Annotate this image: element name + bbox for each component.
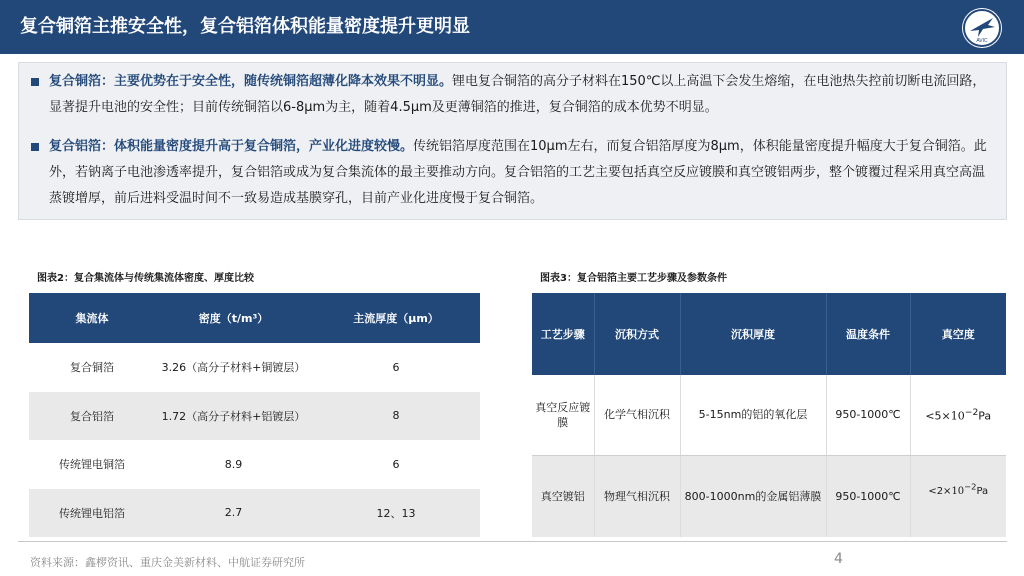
table-cell: 6 bbox=[312, 343, 480, 392]
vacuum-value bbox=[928, 481, 989, 497]
bullet-square-icon bbox=[31, 78, 39, 86]
table-cell: 2.7 bbox=[155, 489, 312, 538]
paragraph-body bbox=[49, 134, 996, 212]
table-cell: 真空镀铝 bbox=[532, 455, 594, 537]
table-header-cell: 沉积方式 bbox=[594, 293, 680, 375]
table-header-cell: 集流体 bbox=[29, 293, 155, 343]
table-cell: 真空反应镀膜 bbox=[532, 375, 594, 455]
summary-paragraph-copper bbox=[31, 69, 996, 121]
table-cell: 8 bbox=[312, 392, 480, 441]
page-title: 复合铜箔主推安全性，复合铝箔体积能量密度提升更明显 bbox=[20, 16, 470, 37]
logo-label: AVIC bbox=[976, 38, 988, 44]
table-row bbox=[29, 343, 480, 392]
table-header-cell: 工艺步骤 bbox=[532, 293, 594, 375]
vacuum-unit: Pa bbox=[978, 410, 992, 424]
table-cell: 3.26（高分子材料+铜镀层） bbox=[155, 343, 312, 392]
vacuum-prefix: <2× bbox=[928, 485, 952, 497]
table-row bbox=[29, 392, 480, 441]
paragraph-lead: 复合铜箔：主要优势在于安全性，随传统铜箔超薄化降本效果不明显。 bbox=[49, 74, 453, 89]
table2-caption: 图表2：复合集流体与传统集流体密度、厚度比较 bbox=[37, 273, 254, 284]
table-cell: 复合铜箔 bbox=[29, 343, 155, 392]
table-header-row bbox=[29, 293, 480, 343]
table3-caption: 图表3：复合铝箔主要工艺步骤及参数条件 bbox=[540, 273, 727, 284]
vacuum-base: 10 bbox=[951, 485, 965, 497]
avic-logo-graphic bbox=[962, 8, 1002, 48]
table-row bbox=[29, 489, 480, 538]
table-cell-vacuum bbox=[910, 455, 1006, 537]
table-cell-vacuum bbox=[910, 375, 1006, 455]
table-row bbox=[29, 440, 480, 489]
paragraph-body bbox=[49, 69, 996, 121]
table-cell: 12、13 bbox=[312, 489, 480, 538]
avic-logo bbox=[962, 8, 1002, 48]
table-row bbox=[532, 375, 1006, 455]
paragraph-text: 传统铝箔厚度范围在10μm左右，而复合铝箔厚度为8μm，体积能量密度提升幅度大于复合铜箔。此外，若钠离子电池渗透率提升，复合铝箔或成为复合集流体的最主要推动方向。复合铝箔的工艺主要包括真空反应镀膜和真空镀铝两步，整个镀覆过程采用真空高温蒸镀增厚，前后进料受温时间不一致易造成基膜穿孔，目前产业化进度慢于复合铜箔。 bbox=[49, 139, 987, 206]
table-cell: 化学气相沉积 bbox=[594, 375, 680, 455]
table-cell: 950-1000℃ bbox=[826, 455, 910, 537]
aluminum-process-table bbox=[532, 293, 1006, 537]
table-header-cell: 沉积厚度 bbox=[680, 293, 826, 375]
summary-box bbox=[18, 62, 1007, 220]
table-cell: 800-1000nm的金属铝薄膜 bbox=[680, 455, 826, 537]
table-header-cell: 温度条件 bbox=[826, 293, 910, 375]
paragraph-text: 锂电复合铜箔的高分子材料在150℃以上高温下会发生熔缩，在电池热失控前切断电流回路，显著提升电池的安全性；目前传统铜箔以6-8μm为主，随着4.5μm及更薄铜箔的推进，复合铜箔的成本优势不明显。 bbox=[49, 74, 986, 115]
bullet-square-icon bbox=[31, 143, 39, 151]
vacuum-base: 10 bbox=[950, 410, 965, 424]
table-row bbox=[532, 455, 1006, 537]
source-note: 资料来源：鑫椤资讯、重庆金美新材料、中航证券研究所 bbox=[30, 556, 305, 569]
table-header-cell: 主流厚度（μm） bbox=[312, 293, 480, 343]
table-cell: 复合铝箔 bbox=[29, 392, 155, 441]
table-cell: 传统锂电铜箔 bbox=[29, 440, 155, 489]
table-cell: 5-15nm的铝的氧化层 bbox=[680, 375, 826, 455]
vacuum-exponent: −2 bbox=[964, 481, 977, 492]
vacuum-exponent: −2 bbox=[964, 407, 979, 419]
vacuum-unit: Pa bbox=[976, 485, 989, 497]
table-header-cell: 真空度 bbox=[910, 293, 1006, 375]
summary-paragraph-aluminum bbox=[31, 134, 996, 212]
table-cell: 1.72（高分子材料+铝镀层） bbox=[155, 392, 312, 441]
table-cell: 6 bbox=[312, 440, 480, 489]
page-number: 4 bbox=[834, 551, 843, 567]
table-header-row bbox=[532, 293, 1006, 375]
vacuum-prefix: <5× bbox=[925, 410, 951, 424]
table-cell: 传统锂电铝箔 bbox=[29, 489, 155, 538]
table-header-cell: 密度（t/m³） bbox=[155, 293, 312, 343]
collector-comparison-table bbox=[29, 293, 480, 537]
paragraph-lead: 复合铝箔：体积能量密度提升高于复合铜箔，产业化进度较慢。 bbox=[49, 139, 414, 154]
table-cell: 8.9 bbox=[155, 440, 312, 489]
table-cell: 950-1000℃ bbox=[826, 375, 910, 455]
footer-divider bbox=[18, 541, 1007, 542]
title-bar bbox=[0, 0, 1024, 54]
table-cell: 物理气相沉积 bbox=[594, 455, 680, 537]
